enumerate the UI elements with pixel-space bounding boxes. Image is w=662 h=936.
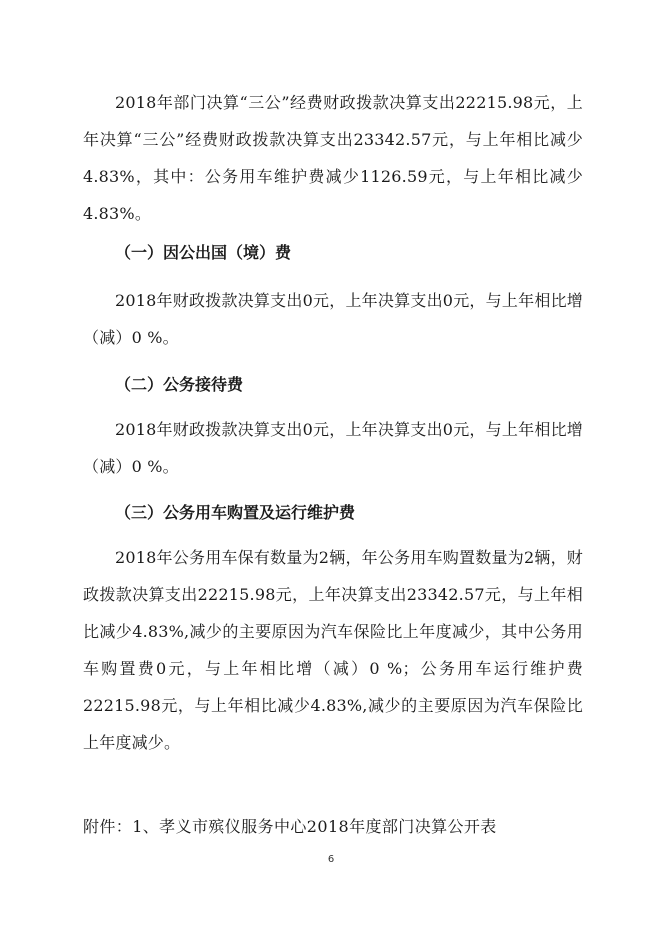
section-body-vehicle: 2018年公务用车保有数量为2辆，年公务用车购置数量为2辆，财政拨款决算支出22215.98元，上年决算支出23342.57元，与上年相比减少4.83%,减少的主要原因为汽车保险比上年度减少，其中公务用车购置费0元，与上年相比增（减）0 %；公务用车运行维护费22215.98元，与上年相比减少4.83%,减少的主要原因为汽车保险比上年度减少。	[83, 548, 583, 752]
intro-paragraph: 2018年部门决算“三公”经费财政拨款决算支出22215.98元，上年决算“三公”经费财政拨款决算支出23342.57元，与上年相比减少4.83%，其中：公务用车维护费减少1126.59元，与上年相比减少4.83%。	[83, 93, 583, 223]
page-number: 6	[327, 854, 335, 865]
section-body-reception: 2018年财政拨款决算支出0元，上年决算支出0元，与上年相比增（减）0 %。	[83, 420, 583, 476]
section-heading-travel-abroad: （一）因公出国（境）费	[115, 243, 292, 262]
section-body-travel-abroad: 2018年财政拨款决算支出0元，上年决算支出0元，与上年相比增（减）0 %。	[83, 291, 583, 347]
section-heading-vehicle: （三）公务用车购置及运行维护费	[115, 503, 356, 522]
attachment-note: 附件：1、孝义市殡仪服务中心2018年度部门决算公开表	[83, 817, 497, 836]
section-heading-reception: （二）公务接待费	[115, 375, 244, 394]
